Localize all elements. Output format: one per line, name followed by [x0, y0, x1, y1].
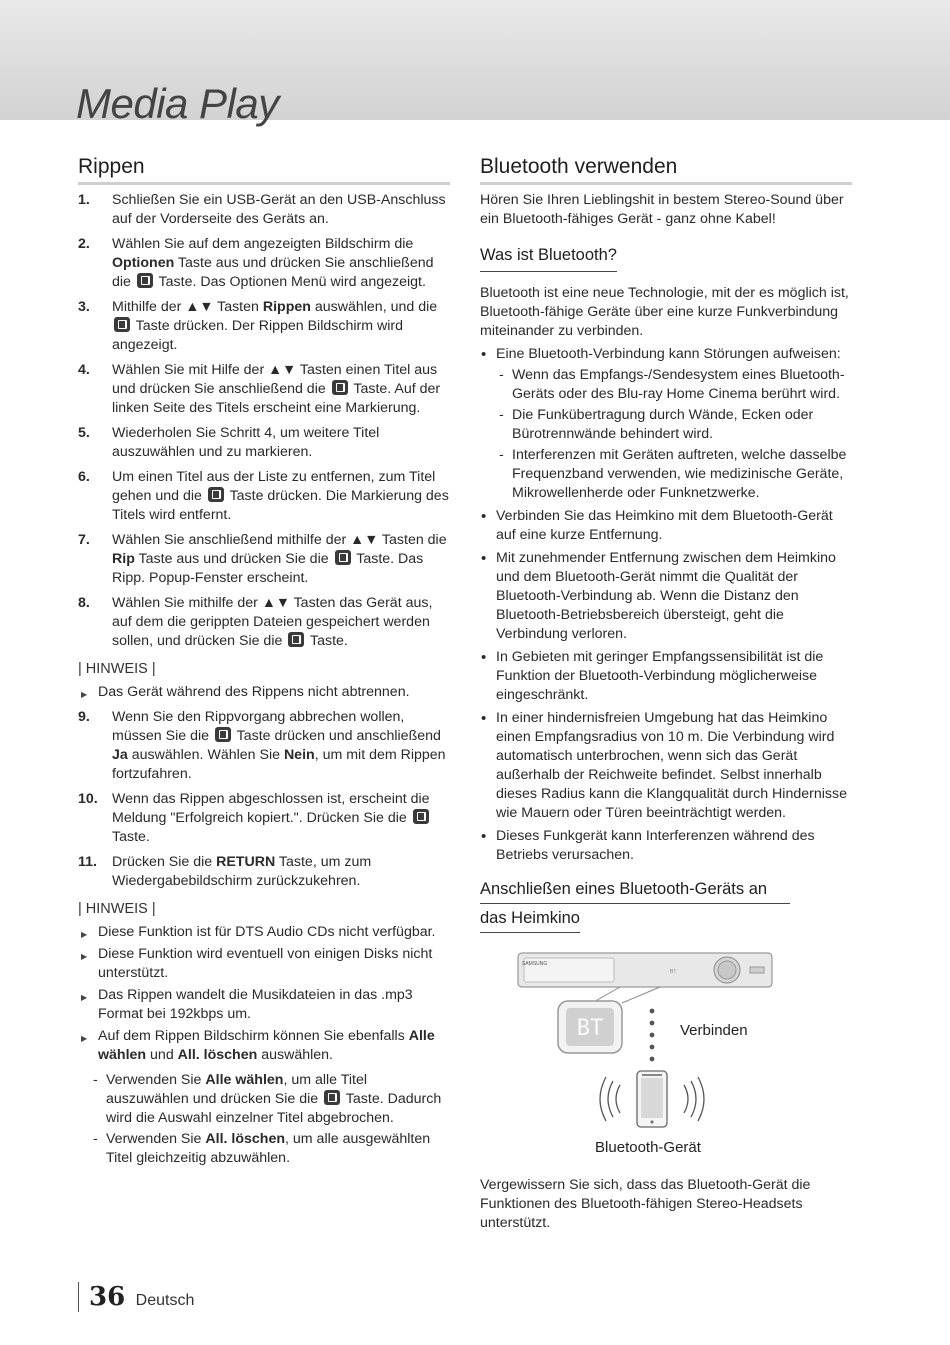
enter-key-icon [332, 380, 348, 395]
bluetooth-intro: Hören Sie Ihren Lieblingshit in bestem Stereo-Sound über ein Bluetooth-fähiges Gerät - ganz ohne Kabel! [480, 192, 844, 227]
key-name: Rip [112, 551, 135, 567]
note-item: ▶ Das Gerät während des Rippens nicht abtrennen. [78, 683, 450, 702]
step-number: 6. [78, 469, 90, 485]
enter-key-icon [413, 809, 429, 824]
note-label: | HINWEIS | [78, 901, 156, 917]
connect-heading: Anschließen eines Bluetooth-Geräts an [480, 875, 790, 904]
ripping-section [78, 155, 450, 1170]
text-run: Wenn das Rippen abgeschlossen ist, erscheint die Meldung "Erfolgreich kopiert.". Drücken Sie die [112, 791, 430, 826]
page-language: Deutsch [135, 1292, 195, 1309]
bullet-item: • In einer hindernisfreien Umgebung hat das Heimkino einen Empfangsradius von 10 m. Die Verbindung wird automatisch unterbrochen, wenn sich das Gerät außerhalb der Reichweite befindet. Selbst innerhalb dieses Radius kann die Klangqualität durch Hindernisse wie Mauern oder Türen beeinträchtigt werden. [480, 709, 852, 823]
text-run: Drücken Sie die [112, 854, 217, 870]
text-run: Taste, um zum Wiedergabebildschirm zurückzukehren. [112, 854, 372, 889]
step-number: 9. [78, 709, 90, 725]
text-run: , um alle Titel auszuwählen und drücken Sie die [106, 1072, 368, 1107]
text-run: auswählen. [257, 1047, 333, 1063]
bluetooth-bullets [480, 345, 852, 865]
step-item [78, 708, 450, 784]
step-item [78, 191, 450, 229]
compatibility-note: Vergewissern Sie sich, dass das Bluetooth-Gerät die Funktionen des Bluetooth-fähigen Stereo-Headsets unterstützt. [480, 1177, 811, 1231]
step-item [78, 298, 450, 355]
text-run: Wiederholen Sie Schritt 4, um weitere Titel auszuwählen und zu markieren. [112, 425, 380, 460]
text-run: Taste. Das Ripp. Popup-Fenster erscheint. [112, 551, 424, 586]
text-run: Um einen Titel aus der Liste zu entfernen, zum Titel gehen und die [112, 469, 436, 504]
smartphone-device [637, 1071, 667, 1127]
text-run: Taste. Auf der linken Seite des Titels erscheint eine Markierung. [112, 381, 441, 416]
key-name: All. löschen [205, 1131, 286, 1147]
bluetooth-title: Bluetooth verwenden [480, 155, 852, 185]
text-run: Verwenden Sie [106, 1072, 206, 1088]
connect-heading-cont: das Heimkino [480, 909, 580, 927]
step-item [78, 531, 450, 588]
step-item [78, 235, 450, 292]
step-item [78, 853, 450, 891]
sub-note-item [90, 1071, 450, 1128]
text-run: Taste. [112, 829, 150, 845]
step-number: 2. [78, 236, 90, 252]
step-item [78, 790, 450, 847]
device-label: Bluetooth-Gerät [595, 1139, 701, 1156]
wave-right-icon [684, 1077, 704, 1121]
home-cinema-device [518, 953, 772, 987]
step-number: 3. [78, 299, 90, 315]
bullet-item: • Mit zunehmender Entfernung zwischen dem Heimkino und dem Bluetooth-Gerät nimmt die Qualität der Bluetooth-Verbindung ab. Wenn die Distanz den Bluetooth-Betriebsbereich übersteigt, geht die Verbindung verloren. [480, 549, 852, 644]
bluetooth-section [480, 155, 852, 1233]
text-run: Wenn Sie den Rippvorgang abbrechen wollen, müssen Sie die [112, 709, 405, 744]
enter-key-icon [215, 727, 231, 742]
step-number: 8. [78, 595, 90, 611]
note-item: ▶ Diese Funktion wird eventuell von einigen Disks nicht unterstützt. [78, 945, 450, 983]
text-run: Taste. [306, 633, 348, 649]
step-number: 5. [78, 425, 90, 441]
key-name: Optionen [112, 255, 175, 271]
enter-key-icon [335, 550, 351, 565]
bluetooth-description: Bluetooth ist eine neue Technologie, mit der es möglich ist, Bluetooth-fähige Geräte über eine kurze Funkverbindung miteinander zu verbinden. [480, 285, 849, 339]
step-number: 10. [78, 791, 98, 807]
bullet-item: • In Gebieten mit geringer Empfangssensibilität ist die Funktion der Bluetooth-Verbindung möglicherweise eingeschränkt. [480, 648, 852, 705]
step-number: 4. [78, 362, 90, 378]
bt-display-text: BT [576, 1016, 604, 1041]
enter-key-icon [137, 273, 153, 288]
text-run: , um mit dem Rippen fortzufahren. [112, 747, 446, 782]
text-run: Auf dem Rippen Bildschirm können Sie ebenfalls [98, 1028, 409, 1044]
interference-item: - Interferenzen mit Geräten auftreten, welche dasselbe Frequenzband verwenden, wie medizinische Geräte, Mikrowellenherde oder Funknetzwerke. [496, 446, 852, 503]
note-list [78, 683, 450, 702]
enter-key-icon [288, 632, 304, 647]
text-run: Taste aus und drücken Sie anschließend die [112, 255, 434, 290]
page-footer [78, 1282, 194, 1312]
text-run: Wählen Sie mithilfe der ▲▼ Tasten das Gerät aus, auf dem die gerippten Dateien gespeichert werden sollen, und drücken Sie die [112, 595, 433, 649]
key-name: Ja [112, 747, 128, 763]
ripping-steps-continued [78, 708, 450, 891]
text-run: Taste aus und drücken Sie die [134, 551, 333, 567]
note-sublist [78, 1071, 450, 1168]
ripping-steps [78, 191, 450, 651]
ripping-title: Rippen [78, 155, 450, 185]
note-list [78, 923, 450, 1065]
bullet-item: • Dieses Funkgerät kann Interferenzen während des Betriebs verursachen. [480, 827, 852, 865]
note-item: ▶ Diese Funktion ist für DTS Audio CDs nicht verfügbar. [78, 923, 450, 942]
key-name: Rippen [262, 299, 311, 315]
text-run: und [146, 1047, 178, 1063]
step-number: 11. [78, 854, 97, 870]
step-item [78, 468, 450, 525]
text-run: Verwenden Sie [106, 1131, 206, 1147]
step-item [78, 424, 450, 462]
text-run: Wählen Sie auf dem angezeigten Bildschirm die [112, 236, 414, 252]
bt-display-zoom [558, 1001, 622, 1053]
key-name: All. löschen [177, 1047, 258, 1063]
text-run: Taste drücken und anschließend [232, 728, 441, 744]
text-run: auswählen, und die [310, 299, 438, 315]
page-title: Media Play [76, 80, 279, 127]
key-name: RETURN [216, 854, 276, 870]
text-run: Wählen Sie mit Hilfe der ▲▼ Tasten einen Titel aus und drücken Sie anschließend die [112, 362, 438, 397]
text-run: Taste. Das Optionen Menü wird angezeigt. [154, 274, 426, 290]
enter-key-icon [208, 487, 224, 502]
step-number: 1. [78, 192, 90, 208]
step-item [78, 361, 450, 418]
text-run: , um alle ausgewählten Titel gleichzeitig abzuwählen. [106, 1131, 431, 1166]
step-number: 7. [78, 532, 90, 548]
enter-key-icon [324, 1090, 340, 1105]
interference-list [496, 366, 852, 503]
note-item: ▶ Das Rippen wandelt die Musikdateien in das .mp3 Format bei 192kbps um. [78, 986, 450, 1024]
svg-text:BT: BT [670, 969, 677, 975]
page-number: 36 [89, 1282, 126, 1312]
text-run: Taste drücken. Die Markierung des Titels wird entfernt. [112, 488, 449, 523]
text-run: Wählen Sie anschließend mithilfe der ▲▼ Tasten die [112, 532, 447, 548]
interference-item: - Wenn das Empfangs-/Sendesystem eines Bluetooth-Geräts oder des Blu-ray Home Cinema berührt wird. [496, 366, 852, 404]
text-run: Mithilfe der ▲▼ Tasten [112, 299, 263, 315]
bullet-item: • Verbinden Sie das Heimkino mit dem Bluetooth-Gerät auf eine kurze Entfernung. [480, 507, 852, 545]
brand-text: SAMSUNG [522, 961, 548, 967]
key-name: Nein [283, 747, 315, 763]
key-name: Alle wählen [205, 1072, 284, 1088]
bullet-item: • Eine Bluetooth-Verbindung kann Störungen aufweisen: - Wenn das Empfangs-/Sendesystem eines Bluetooth-Geräts oder des Blu-ray Home Cinema berührt wird. - Die Funkübertragung durch Wände, Ecken oder Bürotrennwände behindert wird. - Interferenzen mit Geräten auftreten, welche dasselbe Frequenzband verwenden, wie medizinische Geräte, Mikrowellenherde oder Funknetzwerke. [480, 345, 852, 503]
text-run: Taste drücken. Der Rippen Bildschirm wird angezeigt. [112, 318, 403, 353]
sub-note-item [90, 1130, 450, 1168]
text-run: Schließen Sie ein USB-Gerät an den USB-Anschluss auf der Vorderseite des Geräts an. [112, 192, 446, 227]
connection-dots [650, 1009, 655, 1062]
note-item [78, 1027, 450, 1065]
wave-left-icon [600, 1077, 620, 1121]
enter-key-icon [114, 317, 130, 332]
bluetooth-connection-diagram [480, 945, 852, 1160]
text-run: Taste. Dadurch wird die Auswahl einzelner Titel abgebrochen. [106, 1091, 442, 1126]
what-is-bluetooth-heading: Was ist Bluetooth? [480, 243, 617, 272]
key-name: Alle wählen [98, 1028, 435, 1063]
step-item [78, 594, 450, 651]
connect-label: Verbinden [680, 1022, 748, 1039]
text-run: auswählen. Wählen Sie [127, 747, 284, 763]
interference-item: - Die Funkübertragung durch Wände, Ecken oder Bürotrennwände behindert wird. [496, 406, 852, 444]
note-label: | HINWEIS | [78, 661, 156, 677]
